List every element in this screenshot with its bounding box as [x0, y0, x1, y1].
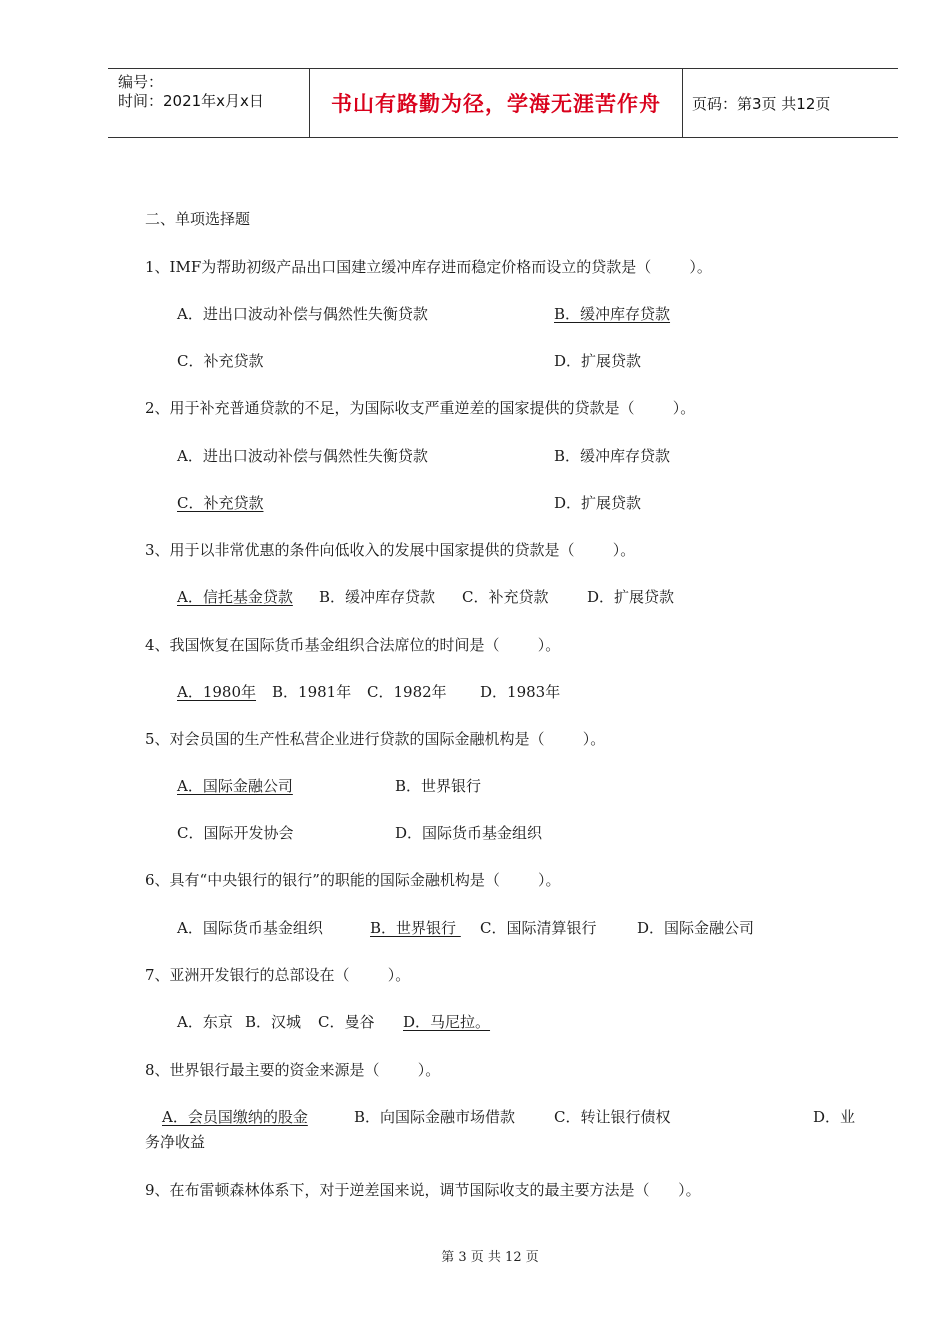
question-5: 5、对会员国的生产性私营企业进行贷款的国际金融机构是（ ）。 [145, 730, 606, 748]
q8-option-c: C．转让银行债权 [554, 1108, 671, 1126]
q3-option-d: D．扩展贷款 [587, 588, 675, 606]
q7-option-a: A．东京 [177, 1013, 233, 1031]
q6-option-a: A．国际货币基金组织 [177, 919, 323, 937]
q7-option-d-answer: D．马尼拉。 [403, 1013, 491, 1031]
q8-option-a-answer: A．会员国缴纳的股金 [162, 1108, 308, 1126]
section-title: 二、单项选择题 [145, 210, 251, 228]
header-meta [118, 73, 264, 111]
header-motto: 书山有路勤为径，学海无涯苦作舟 [331, 92, 661, 116]
q1-option-b-answer: B．缓冲库存贷款 [554, 305, 671, 323]
q2-option-b: B．缓冲库存贷款 [554, 447, 671, 465]
q4-option-c: C．1982年 [367, 683, 447, 701]
q8-option-d-continued: 务净收益 [145, 1133, 206, 1151]
q2-option-c-answer: C．补充贷款 [177, 494, 264, 512]
page-footer: 第 3 页 共 12 页 [441, 1250, 539, 1265]
q3-option-a-answer: A．信托基金贷款 [177, 588, 293, 606]
q5-option-a-answer: A．国际金融公司 [177, 777, 293, 795]
q4-option-d: D．1983年 [480, 683, 561, 701]
q5-option-d: D．国际货币基金组织 [395, 824, 543, 842]
q1-option-a: A．进出口波动补偿与偶然性失衡贷款 [177, 305, 428, 323]
q7-option-b: B．汉城 [245, 1013, 302, 1031]
q5-option-c: C．国际开发协会 [177, 824, 294, 842]
header-page-label: 页码：第3页 共12页 [692, 95, 831, 113]
question-8: 8、世界银行最主要的资金来源是（ ）。 [145, 1061, 441, 1079]
question-3: 3、用于以非常优惠的条件向低收入的发展中国家提供的贷款是（ ）。 [145, 541, 636, 559]
question-7: 7、亚洲开发银行的总部设在（ ）。 [145, 966, 411, 984]
q8-option-b: B．向国际金融市场借款 [354, 1108, 516, 1126]
q2-option-a: A．进出口波动补偿与偶然性失衡贷款 [177, 447, 428, 465]
question-2: 2、用于补充普通贷款的不足，为国际收支严重逆差的国家提供的贷款是（ ）。 [145, 399, 696, 417]
question-6: 6、具有“中央银行的银行”的职能的国际金融机构是（ ）。 [145, 871, 561, 889]
header-divider [682, 69, 683, 137]
page-header [108, 68, 898, 138]
doc-time-label: 时间：2021年x月x日 [118, 92, 264, 110]
q2-option-d: D．扩展贷款 [554, 494, 642, 512]
q4-option-b: B．1981年 [272, 683, 352, 701]
q6-option-d: D．国际金融公司 [637, 919, 755, 937]
q5-option-b: B．世界银行 [395, 777, 482, 795]
q1-option-d: D．扩展贷款 [554, 352, 642, 370]
question-1: 1、IMF为帮助初级产品出口国建立缓冲库存进而稳定价格而设立的贷款是（ ）。 [145, 258, 712, 276]
question-9: 9、在布雷顿森林体系下，对于逆差国来说，调节国际收支的最主要方法是（ ）。 [145, 1181, 701, 1199]
question-4: 4、我国恢复在国际货币基金组织合法席位的时间是（ ）。 [145, 636, 561, 654]
q6-option-c: C．国际清算银行 [480, 919, 597, 937]
q3-option-c: C．补充贷款 [462, 588, 549, 606]
q4-option-a-answer: A．1980年 [177, 683, 257, 701]
q7-option-c: C．曼谷 [318, 1013, 375, 1031]
q6-option-b-answer: B．世界银行 [370, 919, 461, 937]
q1-option-c: C．补充贷款 [177, 352, 264, 370]
q3-option-b: B．缓冲库存贷款 [319, 588, 436, 606]
doc-number-label: 编号： [118, 73, 164, 91]
q8-option-d: D．业 [813, 1108, 856, 1126]
